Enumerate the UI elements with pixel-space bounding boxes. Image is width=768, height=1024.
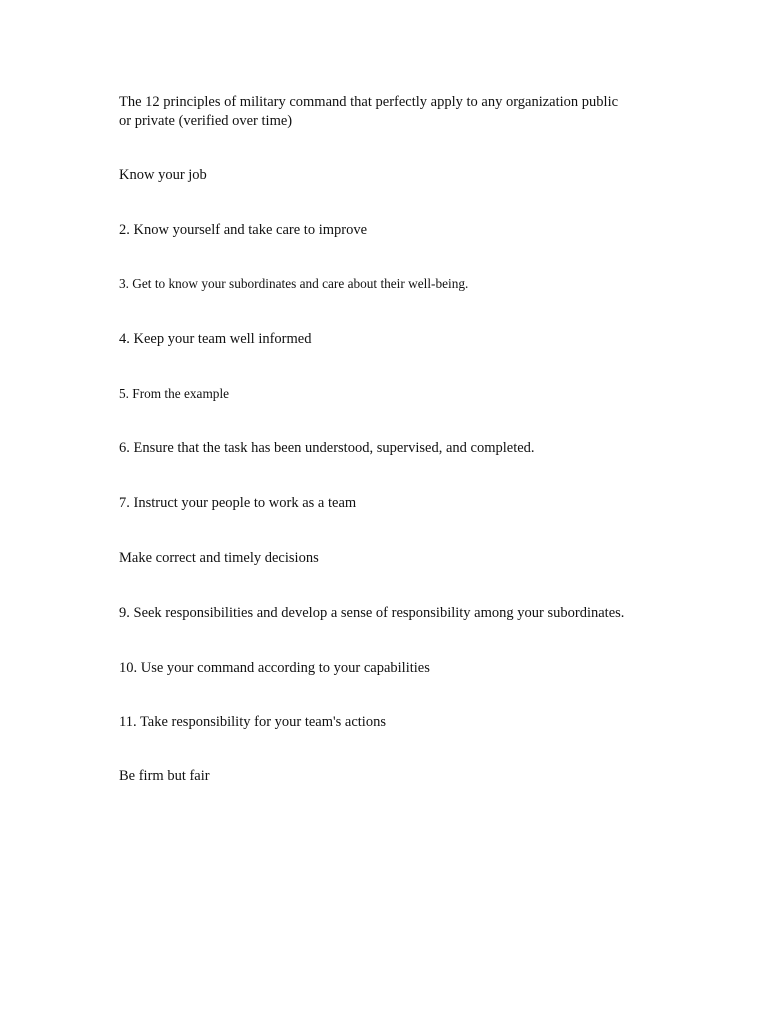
- principle-item-3: 3. Get to know your subordinates and care about their well-being.: [119, 276, 469, 291]
- principle-item-1: Know your job: [119, 167, 207, 183]
- principle-item-10: 10. Use your command according to your capabilities: [119, 660, 430, 676]
- document-title: The 12 principles of military command that perfectly apply to any organization public or private (verified over time): [119, 94, 619, 129]
- principle-item-4: 4. Keep your team well informed: [119, 331, 312, 347]
- principle-item-5: 5. From the example: [119, 386, 230, 401]
- principle-item-6: 6. Ensure that the task has been understood, supervised, and completed.: [119, 440, 535, 456]
- principle-item-7: 7. Instruct your people to work as a team: [119, 495, 357, 511]
- principle-item-8: Make correct and timely decisions: [119, 550, 319, 566]
- principle-item-9: 9. Seek responsibilities and develop a sense of responsibility among your subordinates.: [119, 605, 625, 621]
- principle-item-11: 11. Take responsibility for your team's actions: [119, 714, 386, 730]
- principle-item-2: 2. Know yourself and take care to improve: [119, 222, 368, 238]
- principle-item-12: Be firm but fair: [119, 768, 210, 784]
